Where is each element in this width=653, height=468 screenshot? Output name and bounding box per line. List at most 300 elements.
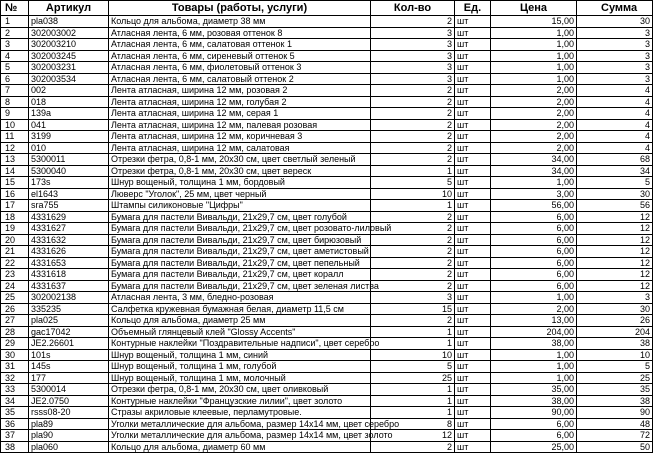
- cell-sum: 3: [577, 292, 653, 304]
- cell-price: 1,00: [491, 177, 577, 189]
- cell-sum: 12: [577, 257, 653, 269]
- cell-goods: Отрезки фетра, 0,8-1 мм, 20х30 см, цвет оливковый: [109, 384, 371, 396]
- cell-article: 4331653: [29, 257, 109, 269]
- cell-article: 173s: [29, 177, 109, 189]
- cell-qty: 2: [371, 85, 455, 97]
- cell-goods: Контурные наклейки "Французские лилии", цвет золото: [109, 395, 371, 407]
- cell-qty: 2: [371, 257, 455, 269]
- cell-sum: 3: [577, 27, 653, 39]
- cell-qty: 1: [371, 338, 455, 350]
- cell-goods: Кольцо для альбома, диаметр 60 мм: [109, 441, 371, 453]
- cell-num: 38: [1, 441, 29, 453]
- cell-num: 19: [1, 223, 29, 235]
- cell-qty: 2: [371, 234, 455, 246]
- cell-sum: 3: [577, 73, 653, 85]
- cell-sum: 38: [577, 395, 653, 407]
- table-row: [1, 85, 653, 97]
- cell-sum: 30: [577, 188, 653, 200]
- cell-unit: шт: [455, 108, 491, 120]
- cell-sum: 4: [577, 96, 653, 108]
- cell-price: 1,00: [491, 292, 577, 304]
- cell-num: 21: [1, 246, 29, 258]
- cell-qty: 1: [371, 407, 455, 419]
- cell-article: 4331632: [29, 234, 109, 246]
- cell-sum: 12: [577, 211, 653, 223]
- cell-price: 204,00: [491, 326, 577, 338]
- cell-sum: 50: [577, 441, 653, 453]
- cell-qty: 3: [371, 73, 455, 85]
- cell-article: 4331629: [29, 211, 109, 223]
- cell-article: 302003231: [29, 62, 109, 74]
- table-row: [1, 223, 653, 235]
- cell-goods: Атласная лента, 6 мм, салатовая оттенок 1: [109, 39, 371, 51]
- cell-price: 2,00: [491, 131, 577, 143]
- cell-goods: Люверс "Уголок", 25 мм, цвет черный: [109, 188, 371, 200]
- cell-goods: Атласная лента, 6 мм, розовая оттенок 8: [109, 27, 371, 39]
- cell-price: 6,00: [491, 246, 577, 258]
- cell-goods: Бумага для пастели Вивальди, 21х29,7 см, цвет голубой: [109, 211, 371, 223]
- cell-num: 16: [1, 188, 29, 200]
- cell-unit: шт: [455, 361, 491, 373]
- cell-qty: 1: [371, 200, 455, 212]
- cell-qty: 3: [371, 39, 455, 51]
- table-row: [1, 303, 653, 315]
- cell-goods: Кольцо для альбома, диаметр 38 мм: [109, 16, 371, 28]
- table-row: [1, 50, 653, 62]
- cell-price: 2,00: [491, 303, 577, 315]
- cell-price: 6,00: [491, 418, 577, 430]
- cell-qty: 2: [371, 441, 455, 453]
- cell-sum: 30: [577, 303, 653, 315]
- cell-article: pla060: [29, 441, 109, 453]
- cell-sum: 3: [577, 62, 653, 74]
- cell-qty: 3: [371, 50, 455, 62]
- cell-qty: 2: [371, 142, 455, 154]
- cell-sum: 90: [577, 407, 653, 419]
- table-row: [1, 338, 653, 350]
- cell-article: pla89: [29, 418, 109, 430]
- cell-unit: шт: [455, 372, 491, 384]
- table-row: [1, 280, 653, 292]
- cell-price: 1,00: [491, 50, 577, 62]
- cell-sum: 30: [577, 16, 653, 28]
- cell-qty: 2: [371, 108, 455, 120]
- cell-price: 35,00: [491, 384, 577, 396]
- cell-sum: 25: [577, 372, 653, 384]
- cell-article: 5300011: [29, 154, 109, 166]
- cell-goods: Шнур вощеный, толщина 1 мм, бордовый: [109, 177, 371, 189]
- table-row: [1, 384, 653, 396]
- table-row: [1, 142, 653, 154]
- cell-num: 10: [1, 119, 29, 131]
- cell-goods: Бумага для пастели Вивальди, 21х29,7 см, цвет аметистовый: [109, 246, 371, 258]
- header-goods: Товары (работы, услуги): [109, 1, 371, 16]
- cell-goods: Отрезки фетра, 0,8-1 мм, 20х30 см, цвет светлый зеленый: [109, 154, 371, 166]
- cell-qty: 2: [371, 96, 455, 108]
- cell-goods: Атласная лента, 6 мм, фиолетовый оттенок 3: [109, 62, 371, 74]
- cell-sum: 72: [577, 430, 653, 442]
- cell-unit: шт: [455, 165, 491, 177]
- cell-goods: Салфетка кружевная бумажная белая, диаметр 11,5 см: [109, 303, 371, 315]
- header-unit: Ед.: [455, 1, 491, 16]
- cell-article: 302003534: [29, 73, 109, 85]
- table-body: [1, 16, 653, 453]
- cell-qty: 2: [371, 280, 455, 292]
- cell-qty: 10: [371, 188, 455, 200]
- cell-unit: шт: [455, 441, 491, 453]
- cell-goods: Лента атласная, ширина 12 мм, серая 1: [109, 108, 371, 120]
- cell-article: pla025: [29, 315, 109, 327]
- cell-unit: шт: [455, 349, 491, 361]
- cell-num: 4: [1, 50, 29, 62]
- cell-num: 11: [1, 131, 29, 143]
- cell-unit: шт: [455, 211, 491, 223]
- cell-article: 4331627: [29, 223, 109, 235]
- cell-goods: Бумага для пастели Вивальди, 21х29,7 см, цвет пепельный: [109, 257, 371, 269]
- cell-unit: шт: [455, 50, 491, 62]
- table-row: [1, 108, 653, 120]
- cell-price: 2,00: [491, 85, 577, 97]
- cell-unit: шт: [455, 384, 491, 396]
- cell-num: 6: [1, 73, 29, 85]
- cell-price: 34,00: [491, 154, 577, 166]
- cell-sum: 5: [577, 361, 653, 373]
- table-row: [1, 165, 653, 177]
- cell-num: 25: [1, 292, 29, 304]
- cell-unit: шт: [455, 200, 491, 212]
- cell-article: 302002138: [29, 292, 109, 304]
- cell-article: 041: [29, 119, 109, 131]
- cell-sum: 12: [577, 246, 653, 258]
- cell-sum: 4: [577, 131, 653, 143]
- cell-unit: шт: [455, 246, 491, 258]
- table-row: [1, 315, 653, 327]
- cell-unit: шт: [455, 188, 491, 200]
- cell-goods: Уголки металлические для альбома, размер 14х14 мм, цвет золото: [109, 430, 371, 442]
- cell-sum: 35: [577, 384, 653, 396]
- cell-num: 26: [1, 303, 29, 315]
- cell-num: 1: [1, 16, 29, 28]
- cell-num: 33: [1, 384, 29, 396]
- cell-goods: Бумага для пастели Вивальди, 21х29,7 см, цвет розовато-лиловый: [109, 223, 371, 235]
- cell-goods: Лента атласная, ширина 12 мм, палевая розовая: [109, 119, 371, 131]
- cell-price: 6,00: [491, 223, 577, 235]
- cell-qty: 25: [371, 372, 455, 384]
- cell-num: 29: [1, 338, 29, 350]
- cell-article: 010: [29, 142, 109, 154]
- cell-unit: шт: [455, 142, 491, 154]
- cell-article: 145s: [29, 361, 109, 373]
- cell-unit: шт: [455, 269, 491, 281]
- cell-price: 13,00: [491, 315, 577, 327]
- cell-num: 31: [1, 361, 29, 373]
- cell-article: pla038: [29, 16, 109, 28]
- cell-unit: шт: [455, 223, 491, 235]
- header-article: Артикул: [29, 1, 109, 16]
- table-row: [1, 96, 653, 108]
- table-row: [1, 441, 653, 453]
- cell-unit: шт: [455, 131, 491, 143]
- cell-qty: 3: [371, 62, 455, 74]
- cell-num: 18: [1, 211, 29, 223]
- table-row: [1, 257, 653, 269]
- table-row: [1, 407, 653, 419]
- cell-sum: 68: [577, 154, 653, 166]
- cell-price: 38,00: [491, 338, 577, 350]
- table-row: [1, 119, 653, 131]
- cell-goods: Лента атласная, ширина 12 мм, розовая 2: [109, 85, 371, 97]
- cell-qty: 3: [371, 27, 455, 39]
- cell-sum: 5: [577, 177, 653, 189]
- table-row: [1, 395, 653, 407]
- cell-unit: шт: [455, 119, 491, 131]
- cell-article: 018: [29, 96, 109, 108]
- cell-goods: Атласная лента, 6 мм, сиреневый оттенок 5: [109, 50, 371, 62]
- cell-num: 9: [1, 108, 29, 120]
- cell-unit: шт: [455, 62, 491, 74]
- cell-num: 5: [1, 62, 29, 74]
- cell-article: sra755: [29, 200, 109, 212]
- cell-sum: 12: [577, 223, 653, 235]
- cell-unit: шт: [455, 96, 491, 108]
- cell-sum: 56: [577, 200, 653, 212]
- cell-qty: 2: [371, 131, 455, 143]
- cell-article: 002: [29, 85, 109, 97]
- cell-num: 27: [1, 315, 29, 327]
- cell-qty: 2: [371, 315, 455, 327]
- cell-unit: шт: [455, 407, 491, 419]
- cell-num: 24: [1, 280, 29, 292]
- cell-goods: Бумага для пастели Вивальди, 21х29,7 см, цвет зеленая листва: [109, 280, 371, 292]
- cell-num: 12: [1, 142, 29, 154]
- cell-goods: Бумага для пастели Вивальди, 21х29,7 см, цвет коралл: [109, 269, 371, 281]
- cell-article: JE2.26601: [29, 338, 109, 350]
- cell-sum: 3: [577, 39, 653, 51]
- cell-goods: Стразы акриловые клеевые, перламутровые.: [109, 407, 371, 419]
- cell-goods: Шнур вощеный, толщина 1 мм, молочный: [109, 372, 371, 384]
- cell-price: 56,00: [491, 200, 577, 212]
- cell-unit: шт: [455, 73, 491, 85]
- cell-qty: 2: [371, 16, 455, 28]
- cell-qty: 8: [371, 418, 455, 430]
- cell-num: 35: [1, 407, 29, 419]
- cell-unit: шт: [455, 85, 491, 97]
- table-row: [1, 234, 653, 246]
- cell-price: 34,00: [491, 165, 577, 177]
- cell-price: 3,00: [491, 188, 577, 200]
- header-qty: Кол-во: [371, 1, 455, 16]
- cell-unit: шт: [455, 326, 491, 338]
- cell-unit: шт: [455, 418, 491, 430]
- cell-sum: 26: [577, 315, 653, 327]
- cell-article: 4331618: [29, 269, 109, 281]
- cell-goods: Контурные наклейки "Поздравительные надписи", цвет серебро: [109, 338, 371, 350]
- cell-num: 14: [1, 165, 29, 177]
- table-row: [1, 200, 653, 212]
- cell-unit: шт: [455, 234, 491, 246]
- cell-qty: 2: [371, 269, 455, 281]
- cell-sum: 10: [577, 349, 653, 361]
- cell-price: 90,00: [491, 407, 577, 419]
- cell-article: 302003245: [29, 50, 109, 62]
- cell-num: 36: [1, 418, 29, 430]
- cell-qty: 5: [371, 361, 455, 373]
- cell-article: pla90: [29, 430, 109, 442]
- cell-num: 28: [1, 326, 29, 338]
- cell-article: 335235: [29, 303, 109, 315]
- cell-qty: 2: [371, 119, 455, 131]
- cell-goods: Отрезки фетра, 0,8-1 мм, 20х30 см, цвет вереск: [109, 165, 371, 177]
- cell-num: 13: [1, 154, 29, 166]
- cell-unit: шт: [455, 280, 491, 292]
- cell-unit: шт: [455, 395, 491, 407]
- cell-article: 3199: [29, 131, 109, 143]
- cell-sum: 3: [577, 50, 653, 62]
- cell-qty: 2: [371, 246, 455, 258]
- cell-unit: шт: [455, 338, 491, 350]
- cell-qty: 5: [371, 177, 455, 189]
- cell-num: 23: [1, 269, 29, 281]
- table-row: [1, 326, 653, 338]
- cell-goods: Объемный глянцевый клей "Glossy Accents": [109, 326, 371, 338]
- cell-price: 6,00: [491, 430, 577, 442]
- cell-price: 15,00: [491, 16, 577, 28]
- cell-article: JE2.0750: [29, 395, 109, 407]
- cell-qty: 2: [371, 211, 455, 223]
- cell-unit: шт: [455, 315, 491, 327]
- cell-price: 1,00: [491, 361, 577, 373]
- cell-price: 6,00: [491, 269, 577, 281]
- cell-qty: 1: [371, 395, 455, 407]
- table-row: [1, 269, 653, 281]
- cell-qty: 12: [371, 430, 455, 442]
- cell-price: 6,00: [491, 234, 577, 246]
- cell-qty: 1: [371, 326, 455, 338]
- cell-num: 3: [1, 39, 29, 51]
- cell-goods: Кольцо для альбома, диаметр 25 мм: [109, 315, 371, 327]
- table-row: [1, 39, 653, 51]
- cell-sum: 12: [577, 269, 653, 281]
- cell-price: 1,00: [491, 27, 577, 39]
- cell-goods: Лента атласная, ширина 12 мм, коричневая 3: [109, 131, 371, 143]
- table-row: [1, 372, 653, 384]
- cell-num: 37: [1, 430, 29, 442]
- cell-unit: шт: [455, 292, 491, 304]
- cell-num: 30: [1, 349, 29, 361]
- cell-goods: Шнур вощеный, толщина 1 мм, синий: [109, 349, 371, 361]
- cell-article: 139a: [29, 108, 109, 120]
- cell-price: 1,00: [491, 372, 577, 384]
- cell-price: 2,00: [491, 142, 577, 154]
- cell-article: rsss08-20: [29, 407, 109, 419]
- table-row: [1, 292, 653, 304]
- cell-price: 1,00: [491, 62, 577, 74]
- cell-article: gac17042: [29, 326, 109, 338]
- header-price: Цена: [491, 1, 577, 16]
- header-row: [1, 1, 653, 16]
- cell-qty: 2: [371, 223, 455, 235]
- cell-num: 8: [1, 96, 29, 108]
- cell-price: 2,00: [491, 119, 577, 131]
- cell-price: 1,00: [491, 73, 577, 85]
- cell-goods: Уголки металлические для альбома, размер 14х14 мм, цвет серебро: [109, 418, 371, 430]
- cell-article: 4331637: [29, 280, 109, 292]
- table-row: [1, 430, 653, 442]
- table-row: [1, 154, 653, 166]
- cell-price: 38,00: [491, 395, 577, 407]
- cell-goods: Штампы силиконовые "Цифры": [109, 200, 371, 212]
- cell-qty: 1: [371, 165, 455, 177]
- table-row: [1, 131, 653, 143]
- cell-qty: 15: [371, 303, 455, 315]
- cell-sum: 4: [577, 119, 653, 131]
- table-row: [1, 62, 653, 74]
- cell-unit: шт: [455, 257, 491, 269]
- cell-article: 5300040: [29, 165, 109, 177]
- table-row: [1, 361, 653, 373]
- cell-price: 2,00: [491, 108, 577, 120]
- cell-article: 177: [29, 372, 109, 384]
- cell-num: 32: [1, 372, 29, 384]
- cell-price: 1,00: [491, 39, 577, 51]
- cell-sum: 34: [577, 165, 653, 177]
- table-row: [1, 188, 653, 200]
- cell-article: el1643: [29, 188, 109, 200]
- header-sum: Сумма: [577, 1, 653, 16]
- table-row: [1, 246, 653, 258]
- cell-sum: 12: [577, 234, 653, 246]
- cell-article: 302003210: [29, 39, 109, 51]
- cell-unit: шт: [455, 177, 491, 189]
- table-row: [1, 349, 653, 361]
- cell-price: 25,00: [491, 441, 577, 453]
- cell-article: 302003002: [29, 27, 109, 39]
- cell-unit: шт: [455, 154, 491, 166]
- cell-qty: 1: [371, 384, 455, 396]
- cell-article: 101s: [29, 349, 109, 361]
- table-row: [1, 27, 653, 39]
- cell-unit: шт: [455, 39, 491, 51]
- cell-num: 2: [1, 27, 29, 39]
- cell-sum: 4: [577, 108, 653, 120]
- cell-unit: шт: [455, 430, 491, 442]
- cell-article: 4331626: [29, 246, 109, 258]
- cell-article: 5300014: [29, 384, 109, 396]
- cell-price: 2,00: [491, 96, 577, 108]
- cell-goods: Атласная лента, 3 мм, бледно-розовая: [109, 292, 371, 304]
- cell-sum: 12: [577, 280, 653, 292]
- cell-sum: 4: [577, 142, 653, 154]
- cell-goods: Лента атласная, ширина 12 мм, салатовая: [109, 142, 371, 154]
- cell-sum: 48: [577, 418, 653, 430]
- cell-price: 6,00: [491, 280, 577, 292]
- cell-sum: 38: [577, 338, 653, 350]
- header-num: №: [1, 1, 29, 16]
- cell-num: 20: [1, 234, 29, 246]
- cell-unit: шт: [455, 303, 491, 315]
- cell-goods: Атласная лента, 6 мм, салатовый оттенок 2: [109, 73, 371, 85]
- cell-price: 1,00: [491, 349, 577, 361]
- cell-num: 34: [1, 395, 29, 407]
- cell-unit: шт: [455, 27, 491, 39]
- cell-num: 15: [1, 177, 29, 189]
- cell-num: 7: [1, 85, 29, 97]
- cell-goods: Шнур вощеный, толщина 1 мм, голубой: [109, 361, 371, 373]
- table-row: [1, 73, 653, 85]
- table-row: [1, 211, 653, 223]
- cell-price: 6,00: [491, 211, 577, 223]
- cell-goods: Бумага для пастели Вивальди, 21х29,7 см, цвет бирюзовый: [109, 234, 371, 246]
